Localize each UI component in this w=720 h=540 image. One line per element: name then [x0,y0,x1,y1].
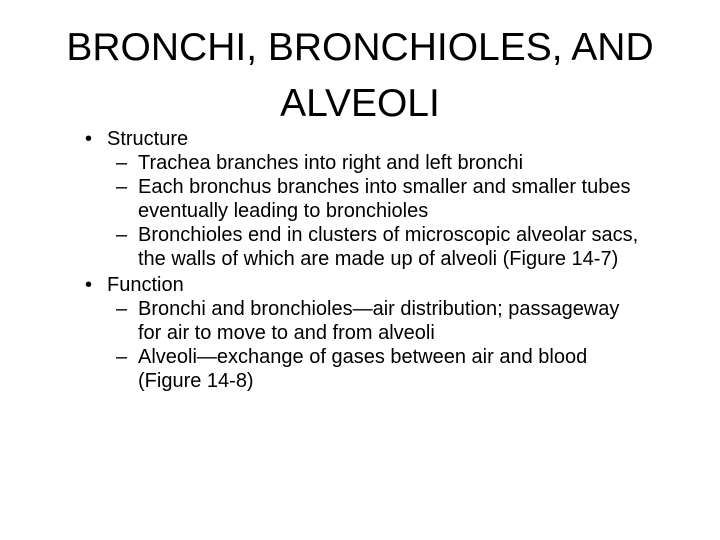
sub-bullet-text: Each bronchus branches into smaller and smaller tubes eventually leading to bronchioles [138,176,631,222]
title-line-2: ALVEOLI [280,82,440,125]
slide-title [20,20,700,132]
sub-bullet [116,175,648,223]
dash-icon: – [116,346,128,368]
sub-bullet [116,297,648,345]
bullet-structure [85,127,720,151]
bullet-icon: • [85,274,93,296]
dash-icon: – [116,298,128,320]
slide-body [0,125,720,393]
bullet-icon: • [85,128,93,150]
sub-bullet [116,223,648,271]
sub-bullet-text: Bronchioles end in clusters of microscopic alveolar sacs, the walls of which are made up of alveoli (Figure 14-7) [138,224,639,270]
title-line-1: BRONCHI, BRONCHIOLES, AND [66,26,654,69]
dash-icon: – [116,176,128,198]
sub-bullet-text: Alveoli—exchange of gases between air and blood (Figure 14-8) [138,346,588,392]
bullet-heading: Function [107,274,184,296]
sub-bullet [116,345,648,393]
bullet-heading: Structure [107,128,189,150]
sub-bullet-text: Bronchi and bronchioles—air distribution; passageway for air to move to and from alveoli [138,298,620,344]
dash-icon: – [116,152,128,174]
sub-bullet [116,151,648,175]
bullet-function [85,273,720,297]
sub-bullet-text: Trachea branches into right and left bronchi [138,152,524,174]
dash-icon: – [116,224,128,246]
